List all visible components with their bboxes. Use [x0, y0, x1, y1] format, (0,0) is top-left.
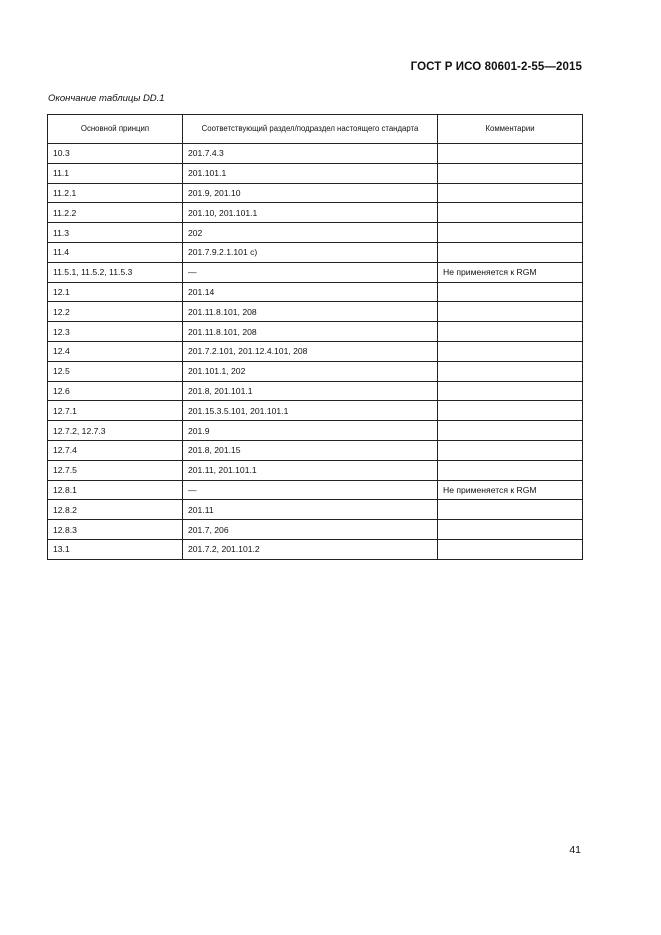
section-cell: 201.101.1, 202 [183, 361, 438, 381]
comment-cell [438, 203, 583, 223]
table-row [48, 163, 583, 183]
principle-cell: 12.8.2 [48, 500, 183, 520]
comment-cell: Не применяется к RGM [438, 262, 583, 282]
principle-cell: 12.7.4 [48, 440, 183, 460]
principles-table [47, 114, 583, 560]
comment-cell [438, 322, 583, 342]
comment-cell [438, 500, 583, 520]
table-row [48, 144, 583, 164]
comment-cell [438, 520, 583, 540]
principle-cell: 11.3 [48, 223, 183, 243]
table-row [48, 480, 583, 500]
comment-cell: Не применяется к RGM [438, 480, 583, 500]
principle-cell: 12.4 [48, 341, 183, 361]
principle-cell: 11.5.1, 11.5.2, 11.5.3 [48, 262, 183, 282]
comment-cell [438, 381, 583, 401]
comment-cell [438, 361, 583, 381]
table-row [48, 223, 583, 243]
table-row [48, 440, 583, 460]
principle-cell: 12.5 [48, 361, 183, 381]
section-cell: 201.10, 201.101.1 [183, 203, 438, 223]
comment-cell [438, 144, 583, 164]
table-row [48, 500, 583, 520]
table-caption: Окончание таблицы DD.1 [48, 93, 165, 104]
table-row [48, 381, 583, 401]
section-cell: 201.101.1 [183, 163, 438, 183]
table-row [48, 322, 583, 342]
section-cell: 201.7.4.3 [183, 144, 438, 164]
comment-cell [438, 440, 583, 460]
comment-cell [438, 163, 583, 183]
comment-cell [438, 539, 583, 559]
principle-cell: 12.8.1 [48, 480, 183, 500]
column-header-comments: Комментарии [438, 115, 583, 144]
comment-cell [438, 282, 583, 302]
table-header-row [48, 115, 583, 144]
principle-cell: 12.7.5 [48, 460, 183, 480]
section-cell: 201.8, 201.101.1 [183, 381, 438, 401]
section-cell: 201.11 [183, 500, 438, 520]
page-number: 41 [569, 844, 581, 856]
comment-cell [438, 421, 583, 441]
table-row [48, 242, 583, 262]
table-row [48, 302, 583, 322]
table-row [48, 401, 583, 421]
principle-cell: 11.4 [48, 242, 183, 262]
comment-cell [438, 460, 583, 480]
table-row [48, 460, 583, 480]
section-cell: 201.9 [183, 421, 438, 441]
section-cell: — [183, 262, 438, 282]
principle-cell: 12.7.2, 12.7.3 [48, 421, 183, 441]
table-body [48, 144, 583, 560]
principle-cell: 12.8.3 [48, 520, 183, 540]
table-row [48, 539, 583, 559]
section-cell: 201.11.8.101, 208 [183, 302, 438, 322]
section-cell: 201.7.9.2.1.101 c) [183, 242, 438, 262]
section-cell: 201.7, 206 [183, 520, 438, 540]
comment-cell [438, 341, 583, 361]
comment-cell [438, 223, 583, 243]
column-header-principle: Основной принцип [48, 115, 183, 144]
section-cell: 201.9, 201.10 [183, 183, 438, 203]
comment-cell [438, 183, 583, 203]
section-cell: 201.11, 201.101.1 [183, 460, 438, 480]
principle-cell: 11.2.2 [48, 203, 183, 223]
column-header-section: Соответствующий раздел/подраздел настоящего стандарта [183, 115, 438, 144]
table-row [48, 520, 583, 540]
comment-cell [438, 401, 583, 421]
principle-cell: 10.3 [48, 144, 183, 164]
principle-cell: 12.2 [48, 302, 183, 322]
section-cell: 201.8, 201.15 [183, 440, 438, 460]
table-row [48, 183, 583, 203]
table-row [48, 203, 583, 223]
comment-cell [438, 242, 583, 262]
section-cell: 201.7.2, 201.101.2 [183, 539, 438, 559]
table-row [48, 341, 583, 361]
section-cell: — [183, 480, 438, 500]
document-code: ГОСТ Р ИСО 80601-2-55—2015 [410, 61, 582, 73]
section-cell: 201.14 [183, 282, 438, 302]
principle-cell: 12.3 [48, 322, 183, 342]
section-cell: 201.15.3.5.101, 201.101.1 [183, 401, 438, 421]
principle-cell: 11.1 [48, 163, 183, 183]
section-cell: 202 [183, 223, 438, 243]
principle-cell: 12.6 [48, 381, 183, 401]
principle-cell: 12.1 [48, 282, 183, 302]
table-row [48, 282, 583, 302]
section-cell: 201.7.2.101, 201.12.4.101, 208 [183, 341, 438, 361]
principle-cell: 11.2.1 [48, 183, 183, 203]
table-row [48, 262, 583, 282]
table-row [48, 361, 583, 381]
table-row [48, 421, 583, 441]
principle-cell: 13.1 [48, 539, 183, 559]
section-cell: 201.11.8.101, 208 [183, 322, 438, 342]
comment-cell [438, 302, 583, 322]
principle-cell: 12.7.1 [48, 401, 183, 421]
